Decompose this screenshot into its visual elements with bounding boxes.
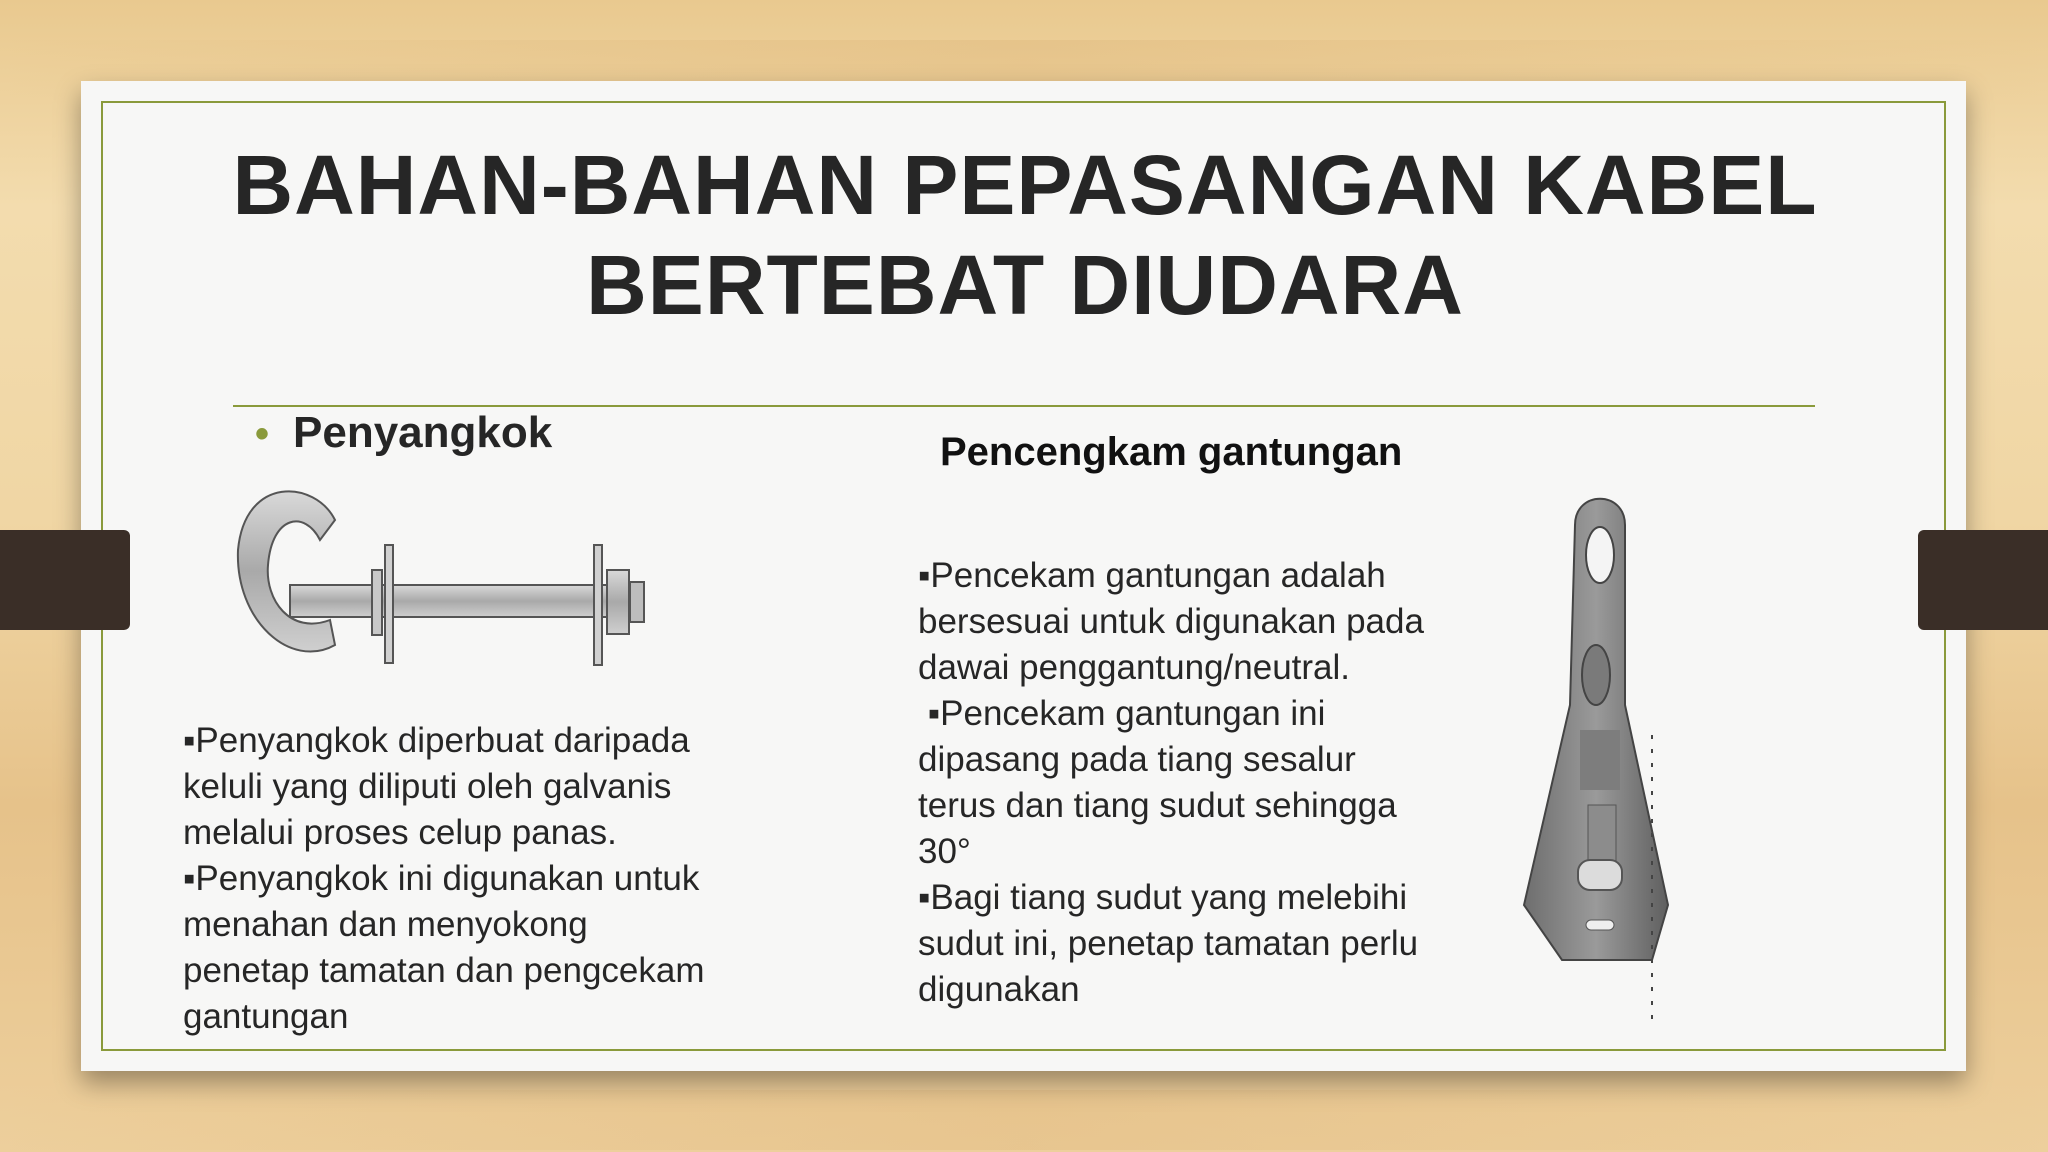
- title-line-1: BAHAN-BAHAN PEPASANGAN KABEL: [232, 138, 1818, 232]
- title-line-2: BERTEBAT DIUDARA: [586, 238, 1464, 332]
- right-text-line: ▪Bagi tiang sudut yang melebihi: [918, 878, 1408, 917]
- left-text-line: gantungan: [183, 997, 349, 1036]
- left-heading: [255, 408, 552, 458]
- right-text-line: ▪Pencekam gantungan ini: [918, 694, 1326, 733]
- title-divider: [233, 405, 1815, 407]
- binder-clip-right: [1918, 530, 2048, 630]
- right-text-line: ▪Pencekam gantungan adalah: [918, 556, 1386, 595]
- right-text-line: bersesuai untuk digunakan pada: [918, 602, 1424, 641]
- left-text-line: menahan dan menyokong: [183, 905, 588, 944]
- left-text-line: melalui proses celup panas.: [183, 813, 617, 852]
- right-description: [918, 553, 1498, 1013]
- right-text-line: sudut ini, penetap tamatan perlu: [918, 924, 1419, 963]
- left-description: [183, 718, 783, 1040]
- right-text-line: digunakan: [918, 970, 1080, 1009]
- right-text-line: dipasang pada tiang sesalur: [918, 740, 1356, 779]
- suspension-clamp-icon: [1520, 485, 1670, 1025]
- binder-clip-left: [0, 530, 130, 630]
- right-heading: Pencengkam gantungan: [940, 430, 1403, 474]
- bullet-dot-icon: •: [255, 412, 270, 456]
- hook-bolt-icon: [230, 470, 650, 675]
- slide-title: [200, 135, 1850, 335]
- wood-grain: [0, 1090, 2048, 1150]
- left-text-line: ▪Penyangkok ini digunakan untuk: [183, 859, 700, 898]
- left-text-line: penetap tamatan dan pengcekam: [183, 951, 705, 990]
- left-text-line: ▪Penyangkok diperbuat daripada: [183, 721, 690, 760]
- right-text-line: dawai penggantung/neutral.: [918, 648, 1351, 687]
- right-text-line: terus dan tiang sudut sehingga: [918, 786, 1397, 825]
- left-text-line: keluli yang diliputi oleh galvanis: [183, 767, 672, 806]
- right-text-line: 30°: [918, 832, 971, 871]
- left-heading-text: Penyangkok: [293, 408, 553, 457]
